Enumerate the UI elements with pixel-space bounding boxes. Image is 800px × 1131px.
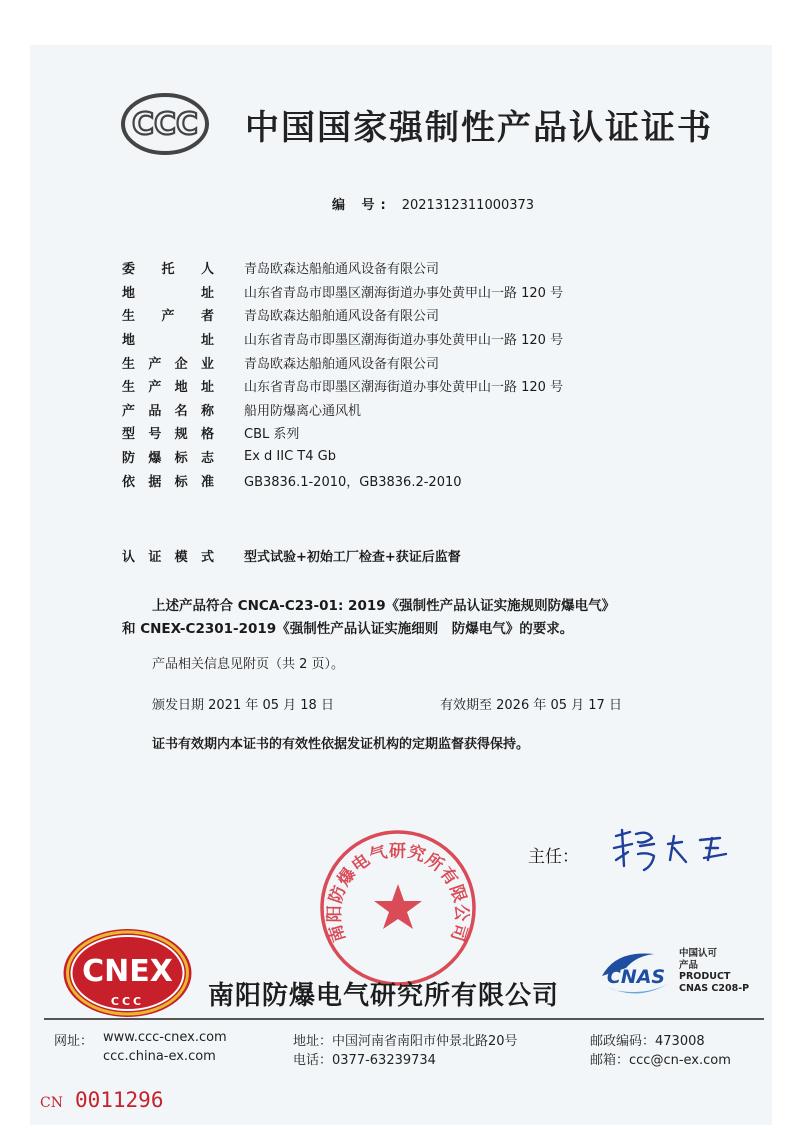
validity-note: 证书有效期内本证书的有效性依据发证机构的定期监督获得保持。 bbox=[152, 737, 530, 752]
field-value: 船用防爆离心通风机 bbox=[244, 403, 362, 419]
footer-email[interactable]: 邮箱：ccc@cn-ex.com bbox=[590, 1053, 731, 1068]
certification-mode bbox=[122, 546, 461, 565]
field-row bbox=[122, 445, 563, 469]
field-value: 山东省青岛市即墨区潮海街道办事处黄甲山一路 120 号 bbox=[244, 285, 564, 301]
field-value: 山东省青岛市即墨区潮海街道办事处黄甲山一路 120 号 bbox=[244, 380, 564, 396]
field-value: 山东省青岛市即墨区潮海街道办事处黄甲山一路 120 号 bbox=[244, 333, 564, 349]
field-row bbox=[122, 374, 563, 398]
field-value: 青岛欧森达船舶通风设备有限公司 bbox=[244, 262, 440, 278]
certificate-number bbox=[332, 194, 534, 213]
field-label: 防爆标志 bbox=[122, 451, 214, 467]
field-label: 生产者 bbox=[122, 309, 214, 325]
cnas-accreditation-text bbox=[679, 948, 749, 994]
cnex-logo-text: CNEX bbox=[82, 954, 173, 989]
cnas-line: PRODUCT bbox=[679, 971, 731, 982]
official-seal bbox=[318, 828, 478, 988]
field-row bbox=[122, 350, 563, 374]
cnas-line: 产品 bbox=[679, 959, 699, 971]
footer-website-2[interactable]: ccc.china-ex.com bbox=[103, 1049, 216, 1064]
compliance-statement-line1: 上述产品符合 CNCA-C23-01: 2019《强制性产品认证实施规则防爆电气》 bbox=[152, 598, 616, 614]
field-row bbox=[122, 280, 563, 304]
certificate-title: 中国国家强制性产品认证证书 bbox=[245, 108, 713, 148]
field-label: 地址 bbox=[122, 333, 214, 349]
cert-number-value: 2021312311000373 bbox=[401, 198, 535, 213]
field-label: 依据标准 bbox=[122, 474, 214, 490]
compliance-statement-line2: 和 CNEX-C2301-2019《强制性产品认证实施细则 防爆电气》的要求。 bbox=[122, 621, 574, 637]
field-value: CBL 系列 bbox=[244, 427, 300, 443]
director-label: 主任： bbox=[528, 847, 579, 867]
field-row bbox=[122, 421, 563, 445]
field-row bbox=[122, 398, 563, 422]
serial-value: 0011296 bbox=[74, 1088, 164, 1112]
footer-phone: 电话：0377-63239734 bbox=[293, 1053, 436, 1068]
cnas-line: CNAS C208-P bbox=[679, 982, 750, 994]
field-row bbox=[122, 468, 563, 492]
cert-number-label: 编 号: bbox=[332, 198, 392, 213]
valid-until: 有效期至 2026 年 05 月 17 日 bbox=[440, 698, 622, 713]
director-signature bbox=[608, 826, 738, 874]
seal-star-icon bbox=[374, 884, 422, 929]
cnex-logo bbox=[60, 925, 195, 1020]
field-label: 产品名称 bbox=[122, 403, 214, 419]
field-label: 型号规格 bbox=[122, 427, 214, 443]
cert-mode-value: 型式试验+初始工厂检查+获证后监督 bbox=[244, 550, 461, 565]
serial-prefix: CN bbox=[40, 1095, 63, 1111]
cnex-logo-subtext: CCC bbox=[110, 995, 145, 1008]
cnas-logo bbox=[596, 946, 674, 1004]
field-value: 青岛欧森达船舶通风设备有限公司 bbox=[244, 309, 440, 325]
field-row bbox=[122, 256, 563, 280]
footer-website-1[interactable]: www.ccc-cnex.com bbox=[103, 1030, 227, 1045]
field-row bbox=[122, 303, 563, 327]
field-row bbox=[122, 327, 563, 351]
field-value: 青岛欧森达船舶通风设备有限公司 bbox=[244, 356, 440, 372]
cnas-line: 中国认可 bbox=[679, 948, 718, 959]
field-value: Ex d IIC T4 Gb bbox=[244, 449, 336, 465]
footer-address: 地址：中国河南省南阳市仲景北路20号 bbox=[293, 1034, 518, 1049]
field-value: GB3836.1-2010，GB3836.2-2010 bbox=[244, 474, 462, 490]
issuer-name: 南阳防爆电气研究所有限公司 bbox=[208, 981, 560, 1011]
field-label: 地址 bbox=[122, 285, 214, 301]
ccc-logo-text: CCC bbox=[131, 107, 199, 142]
certificate-fields bbox=[122, 256, 563, 492]
footer-divider bbox=[44, 1018, 764, 1020]
ccc-logo bbox=[120, 92, 210, 156]
footer-postcode: 邮政编码：473008 bbox=[590, 1034, 705, 1049]
issue-date: 颁发日期 2021 年 05 月 18 日 bbox=[152, 698, 334, 713]
seal-ring-text: 南阳防爆电气研究所有限公司 bbox=[324, 841, 472, 945]
footer-website-label: 网址： bbox=[54, 1034, 94, 1049]
cert-mode-label: 认证模式 bbox=[122, 550, 214, 565]
field-label: 生产地址 bbox=[122, 380, 214, 396]
serial-number bbox=[40, 1088, 163, 1112]
field-label: 生产企业 bbox=[122, 356, 214, 372]
cnas-logo-text: CNAS bbox=[606, 966, 666, 988]
field-label: 委托人 bbox=[122, 262, 214, 278]
attachment-note: 产品相关信息见附页（共 2 页）。 bbox=[152, 657, 345, 672]
